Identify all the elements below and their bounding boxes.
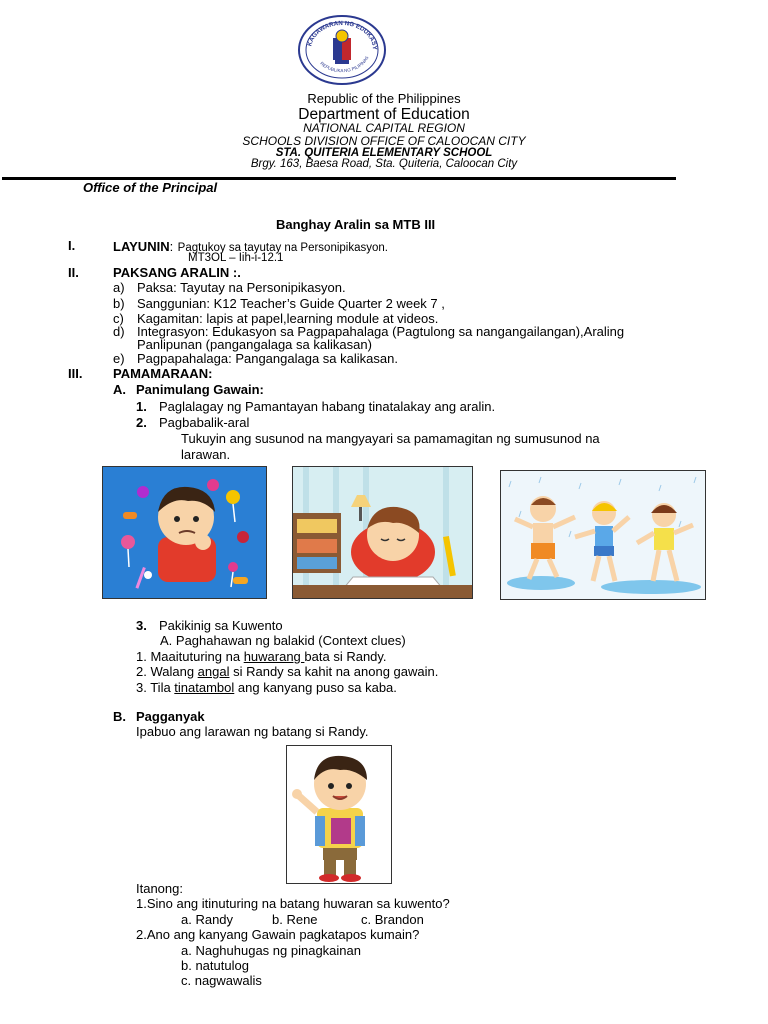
list-marker: b) xyxy=(113,296,125,311)
step-number: 3. xyxy=(136,618,147,633)
instruction-text: larawan. xyxy=(181,447,231,462)
question-1-choice-b: b. Rene xyxy=(272,912,318,927)
step-text: Paglalagay ng Pamantayan habang tinatalakay ang aralin. xyxy=(159,399,496,414)
list-item: Kagamitan: lapis at papel,learning module at videos. xyxy=(137,311,439,326)
questions-heading: Itanong: xyxy=(136,881,183,896)
question-2-choice-b: b. natutulog xyxy=(181,958,249,973)
instruction-text: Tukuyin ang susunod na mangyayari sa pamamagitan ng sumusunod na xyxy=(181,431,600,446)
picture-boy-with-candies xyxy=(102,466,267,599)
address-label: Brgy. 163, Baesa Road, Sta. Quiteria, Caloocan City xyxy=(250,158,518,170)
picture-children-in-rain xyxy=(500,470,706,600)
underlined-word: angal xyxy=(197,664,230,679)
lesson-title: Banghay Aralin sa MTB III xyxy=(276,217,436,232)
subsection-a-marker: A. xyxy=(113,382,126,397)
list-item-continued: Panlipunan (pangangalaga sa kalikasan) xyxy=(137,337,372,352)
context-clue-3: 3. Tila tinatambol ang kanyang puso sa kaba. xyxy=(136,680,397,695)
motivation-text: Ipabuo ang larawan ng batang si Randy. xyxy=(136,724,369,739)
step-text: Pakikinig sa Kuwento xyxy=(159,618,283,633)
section-1-heading: LAYUNIN xyxy=(113,239,170,254)
competency-code: MT3OL – Iih-i-12.1 xyxy=(188,252,284,264)
division-label: SCHOOLS DIVISION OFFICE OF CALOOCAN CITY xyxy=(242,134,526,148)
department-label: Department of Education xyxy=(298,106,470,123)
context-clue-2: 2. Walang angal si Randy sa kahit na anong gawain. xyxy=(136,664,439,679)
subsection-a-heading: Panimulang Gawain: xyxy=(136,382,264,397)
picture-randy xyxy=(286,745,392,884)
step-text: Pagbabalik-aral xyxy=(159,415,250,430)
list-marker: c) xyxy=(113,311,124,326)
list-marker: a) xyxy=(113,280,125,295)
deped-seal xyxy=(297,14,387,86)
question-1-choice-c: c. Brandon xyxy=(361,912,424,927)
list-item: Integrasyon: Edukasyon sa Pagpapahalaga (Pagtulong sa nangangailangan),Araling xyxy=(137,324,625,339)
list-marker: d) xyxy=(113,324,125,339)
seal-text-bottom: REPUBLIKA NG PILIPINAS xyxy=(319,55,370,74)
section-3-number: III. xyxy=(68,366,83,381)
section-1-objective: Pagtukoy sa tayutay na Personipikasyon. xyxy=(177,242,388,254)
underlined-word: huwarang xyxy=(243,649,305,664)
section-1-number: I. xyxy=(68,238,76,253)
school-label: STA. QUITERIA ELEMENTARY SCHOOL xyxy=(275,147,493,159)
list-item: Paksa: Tayutay na Personipikasyon. xyxy=(137,280,346,295)
list-item: Pagpapahalaga: Pangangalaga sa kalikasan. xyxy=(137,351,398,366)
list-item: Sanggunian: K12 Teacher’s Guide Quarter 2 week 7 , xyxy=(137,296,445,311)
context-clue-1: 1. Maaituturing na huwarang bata si Randy. xyxy=(136,649,387,664)
republic-label: Republic of the Philippines xyxy=(307,91,461,106)
section-2-number: II. xyxy=(68,265,79,280)
section-1-colon: : xyxy=(169,239,174,254)
office-label: Office of the Principal xyxy=(83,180,218,195)
step-number: 2. xyxy=(136,415,147,430)
subsection-b-heading: Pagganyak xyxy=(136,709,205,724)
region-label: NATIONAL CAPITAL REGION xyxy=(303,121,465,135)
question-2: 2.Ano ang kanyang Gawain pagkatapos kumain? xyxy=(136,927,420,942)
question-1-choice-a: a. Randy xyxy=(181,912,234,927)
list-marker: e) xyxy=(113,351,125,366)
underlined-word: tinatambol xyxy=(174,680,235,695)
context-clues-heading: A. Paghahawan ng balakid (Context clues) xyxy=(160,633,406,648)
section-2-heading: PAKSANG ARALIN :. xyxy=(113,265,241,280)
subsection-b-marker: B. xyxy=(113,709,126,724)
seal-text-top: KAGAWARAN NG EDUKASY xyxy=(306,19,379,51)
picture-boy-sleeping xyxy=(292,466,473,599)
step-number: 1. xyxy=(136,399,147,414)
question-2-choice-c: c. nagwawalis xyxy=(181,973,262,988)
question-2-choice-a: a. Naghuhugas ng pinagkainan xyxy=(181,943,361,958)
section-3-heading: PAMAMARAAN: xyxy=(113,366,213,381)
question-1: 1.Sino ang itinuturing na batang huwaran sa kuwento? xyxy=(136,896,450,911)
